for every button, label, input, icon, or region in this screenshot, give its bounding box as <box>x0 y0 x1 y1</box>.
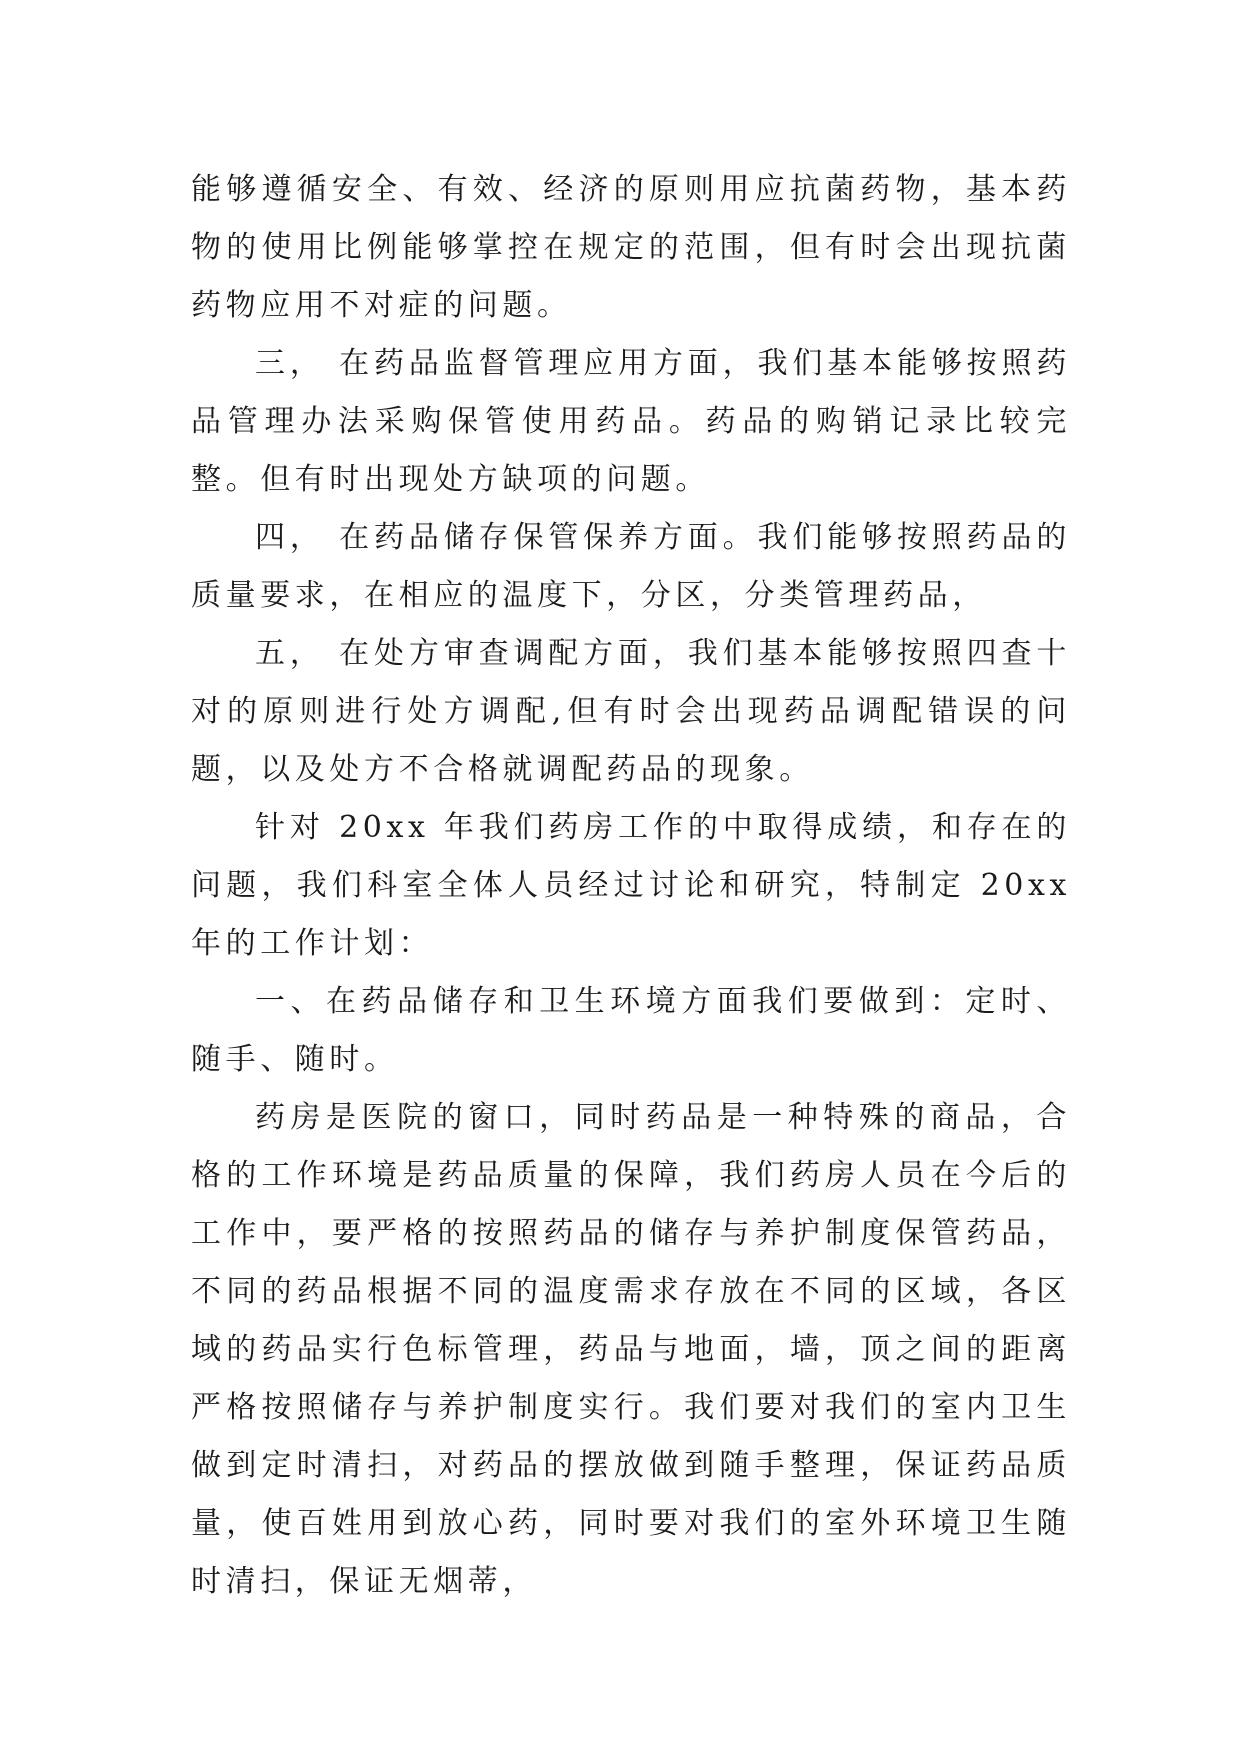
paragraph-6: 一、在药品储存和卫生环境方面我们要做到：定时、随手、随时。 <box>191 984 1071 1077</box>
paragraph-7: 药房是医院的窗口，同时药品是一种特殊的商品，合格的工作环境是药品质量的保障，我们药房人员在今后的工作中，要严格的按照药品的储存与养护制度保管药品，不同的药品根据不同的温度需求存放在不同的区域，各区域的药品实行色标管理，药品与地面，墙，顶之间的距离严格按照储存与养护制度实行。我们要对我们的室内卫生做到定时清扫，对药品的摆放做到随手整理，保证药品质量，使百姓用到放心药，同时要对我们的室外环境卫生随时清扫，保证无烟蒂， <box>191 1100 1071 1599</box>
paragraph-3: 四， 在药品储存保管保养方面。我们能够按照药品的质量要求，在相应的温度下，分区，分类管理药品， <box>191 520 1071 613</box>
paragraph-4: 五， 在处方审查调配方面，我们基本能够按照四查十对的原则进行处方调配,但有时会出现药品调配错误的问题，以及处方不合格就调配药品的现象。 <box>191 636 1071 787</box>
document-body <box>191 161 1071 1611</box>
paragraph-1: 能够遵循安全、有效、经济的原则用应抗菌药物，基本药物的使用比例能够掌控在规定的范围，但有时会出现抗菌药物应用不对症的问题。 <box>191 172 1071 323</box>
paragraph-2: 三， 在药品监督管理应用方面，我们基本能够按照药品管理办法采购保管使用药品。药品的购销记录比较完整。但有时出现处方缺项的问题。 <box>191 346 1071 497</box>
paragraph-5: 针对 20xx 年我们药房工作的中取得成绩，和存在的问题，我们科室全体人员经过讨论和研究，特制定 20xx 年的工作计划： <box>191 810 1071 961</box>
